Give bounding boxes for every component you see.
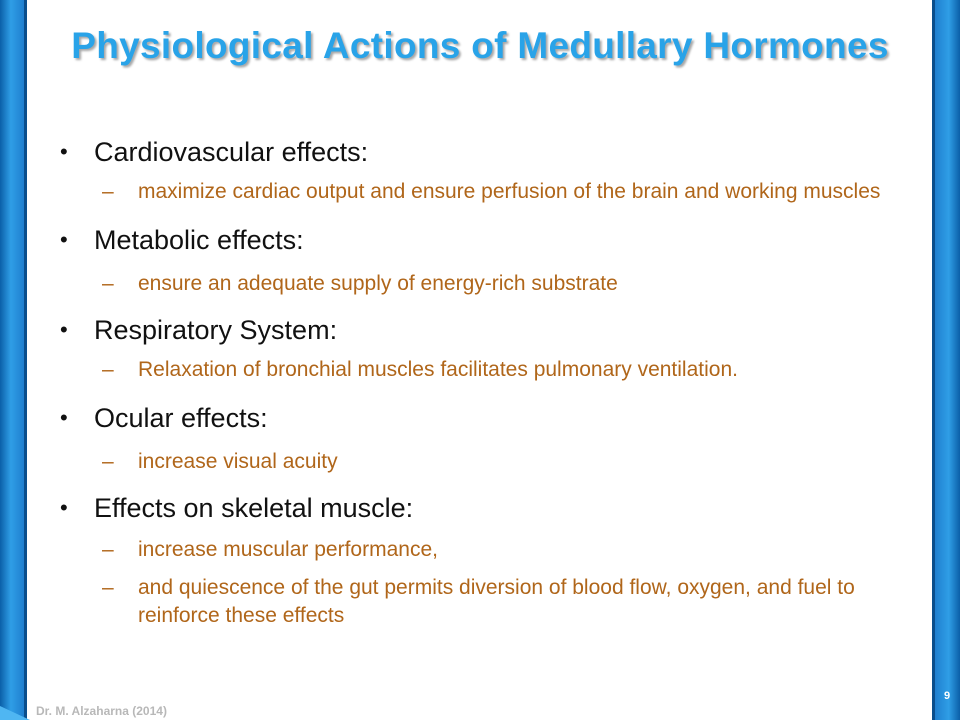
page-number: 9	[943, 690, 951, 702]
dash-icon: –	[102, 538, 114, 561]
bullet-text: Cardiovascular effects:	[94, 137, 369, 167]
bullet-item	[60, 314, 910, 346]
bullet-item	[60, 492, 910, 524]
sub-bullet-text: and quiescence of the gut permits diversion of blood flow, oxygen, and fuel to reinforce these effects	[138, 576, 855, 627]
bullet-text: Respiratory System:	[94, 315, 338, 345]
bullet-item	[60, 402, 910, 434]
bullet-text: Metabolic effects:	[94, 225, 304, 255]
sub-bullet-item	[60, 536, 910, 564]
sub-bullet-item	[60, 574, 910, 630]
right-bar-edge	[932, 0, 935, 720]
bullet-dot-icon: •	[60, 405, 68, 430]
slide-title: Physiological Actions of Medullary Hormones	[71, 25, 889, 66]
sub-bullet-item	[60, 178, 910, 206]
dash-icon: –	[102, 576, 114, 599]
sub-bullet-text: increase muscular performance,	[138, 538, 438, 561]
bullet-text: Ocular effects:	[94, 403, 268, 433]
bullet-dot-icon: •	[60, 139, 68, 164]
sub-bullet-text: increase visual acuity	[138, 450, 338, 473]
bullet-item	[60, 136, 910, 168]
sub-bullet-text: Relaxation of bronchial muscles facilitates pulmonary ventilation.	[138, 358, 738, 381]
dash-icon: –	[102, 358, 114, 381]
bullet-dot-icon: •	[60, 495, 68, 520]
sub-bullet-text: maximize cardiac output and ensure perfusion of the brain and working muscles	[138, 180, 881, 203]
bullet-text: Effects on skeletal muscle:	[94, 493, 414, 523]
left-bar-edge	[24, 0, 27, 720]
corner-triangle-decoration	[0, 706, 30, 720]
right-side-bar	[935, 0, 960, 720]
dash-icon: –	[102, 272, 114, 295]
dash-icon: –	[102, 450, 114, 473]
sub-bullet-item	[60, 356, 910, 384]
sub-bullet-item	[60, 270, 910, 298]
sub-bullet-text: ensure an adequate supply of energy-rich substrate	[138, 272, 618, 295]
dash-icon: –	[102, 180, 114, 203]
bullet-dot-icon: •	[60, 227, 68, 252]
bullet-list	[60, 136, 910, 630]
bullet-dot-icon: •	[60, 317, 68, 342]
bullet-item	[60, 224, 910, 256]
left-side-bar	[0, 0, 24, 720]
footer-author: Dr. M. Alzaharna (2014)	[36, 704, 167, 718]
sub-bullet-item	[60, 448, 910, 476]
